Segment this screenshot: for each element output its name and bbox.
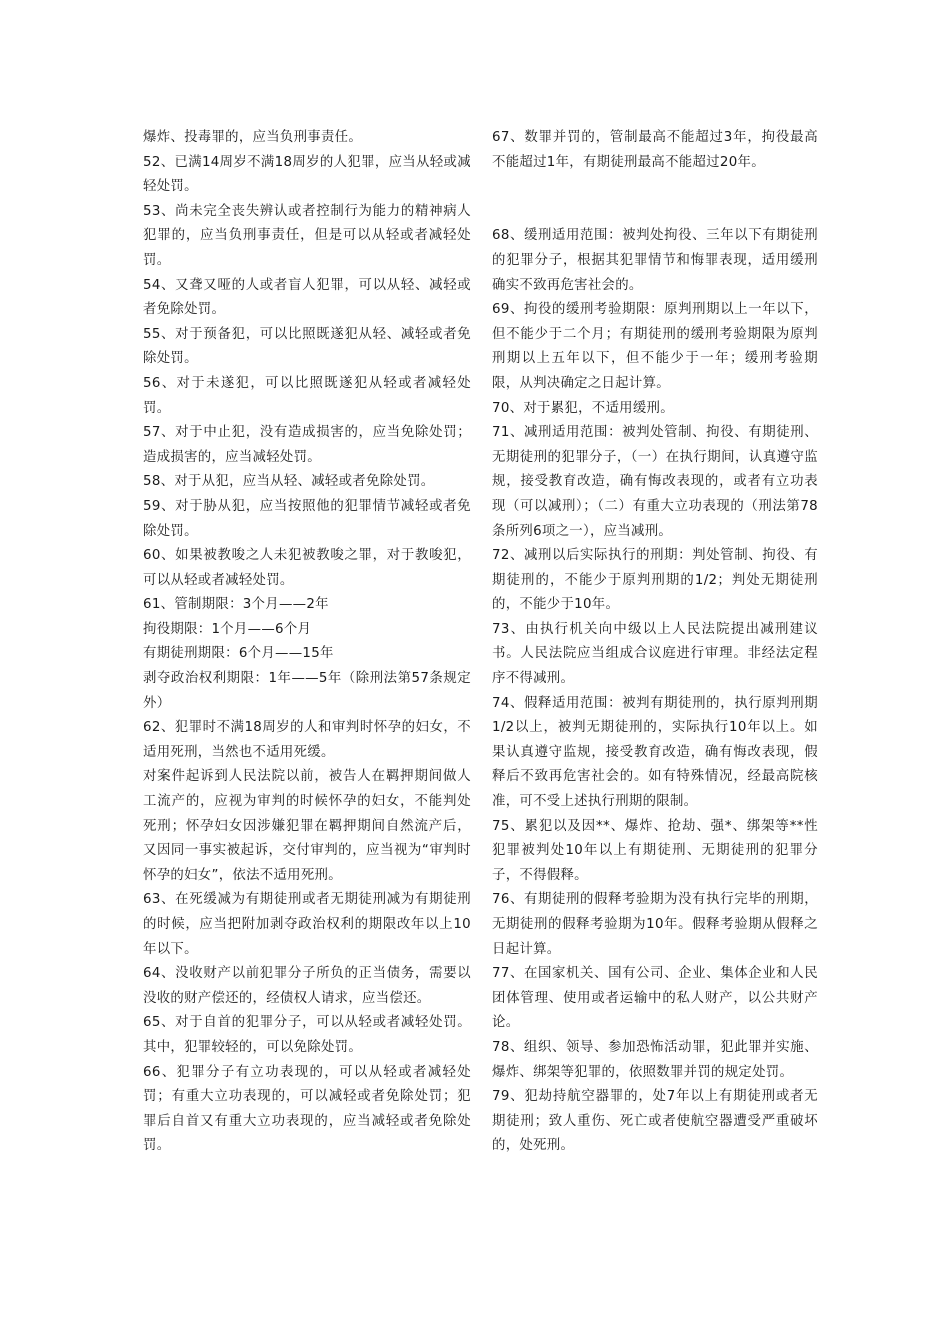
paragraph: 64、没收财产以前犯罪分子所负的正当债务，需要以没收的财产偿还的，经债权人请求，应当偿还。 [143, 966, 471, 1006]
paragraph: 75、累犯以及因**、爆炸、抢劫、强*、绑架等**性犯罪被判处10年以上有期徒刑、无期徒刑的犯罪分子，不得假释。 [492, 818, 818, 883]
paragraph: 76、有期徒刑的假释考验期为没有执行完毕的刑期，无期徒刑的假释考验期为10年。假释考验期从假释之日起计算。 [492, 892, 818, 957]
paragraph: 77、在国家机关、国有公司、企业、集体企业和人民团体管理、使用或者运输中的私人财产，以公共财产论。 [492, 966, 818, 1031]
paragraph: 56、对于未遂犯，可以比照既遂犯从轻或者减轻处罚。 [143, 375, 471, 416]
paragraph: 61、管制期限：3个月——2年 [143, 597, 329, 613]
paragraph: 69、拘役的缓刑考验期限：原判刑期以上一年以下，但不能少于二个月；有期徒刑的缓刑考验期限为原判刑期以上五年以下，但不能少于一年；缓刑考验期限，从判决确定之日起计算。 [492, 302, 818, 391]
paragraph: 60、如果被教唆之人未犯被教唆之罪，对于教唆犯，可以从轻或者减轻处罚。 [143, 548, 471, 588]
paragraph: 爆炸、投毒罪的，应当负刑事责任。 [143, 130, 363, 145]
paragraph: 78、组织、领导、参加恐怖活动罪，犯此罪并实施、爆炸、绑架等犯罪的，依照数罪并罚的规定处罚。 [492, 1039, 818, 1080]
paragraph: 79、犯劫持航空器罪的，处7年以上有期徒刑或者无期徒刑；致人重伤、死亡或者使航空器遭受严重破坏的，处死刑。 [492, 1089, 818, 1154]
paragraph: 71、减刑适用范围：被判处管制、拘役、有期徒刑、无期徒刑的犯罪分子，（一）在执行期间，认真遵守监规，接受教育改造，确有悔改表现的，或者有立功表现（可以减刑）；（二）有重大立功表现的（刑法第78条所列6项之一），应当减刑。 [492, 425, 818, 539]
paragraph: 72、减刑以后实际执行的刑期：判处管制、拘役、有期徒刑的，不能少于原判刑期的1/2；判处无期徒刑的，不能少于10年。 [492, 548, 818, 613]
paragraph: 55、对于预备犯，可以比照既遂犯从轻、减轻或者免除处罚。 [143, 326, 471, 367]
paragraph: 65、对于自首的犯罪分子，可以从轻或者减轻处罚。其中，犯罪较轻的，可以免除处罚。 [143, 1015, 471, 1055]
paragraph: 58、对于从犯，应当从轻、减轻或者免除处罚。 [143, 474, 435, 490]
paragraph: 63、在死缓减为有期徒刑或者无期徒刑减为有期徒刑的时候，应当把附加剥夺政治权利的期限改年以上10年以下。 [143, 892, 471, 957]
paragraph: 67、数罪并罚的，管制最高不能超过3年，拘役最高不能超过1年，有期徒刑最高不能超过20年。 [492, 130, 818, 170]
paragraph: 66、犯罪分子有立功表现的，可以从轻或者减轻处罚；有重大立功表现的，可以减轻或者免除处罚；犯罪后自首又有重大立功表现的，应当减轻或者免除处罚。 [143, 1064, 471, 1154]
blank-line [492, 175, 818, 200]
paragraph: 拘役期限：1个月——6个月 [143, 621, 312, 637]
paragraph: 70、对于累犯，不适用缓刑。 [492, 400, 674, 416]
paragraph: 剥夺政治权利期限：1年——5年（除刑法第57条规定外） [143, 671, 471, 711]
paragraph: 68、缓刑适用范围：被判处拘役、三年以下有期徒刑的犯罪分子，根据其犯罪情节和悔罪表现，适用缓刑确实不致再危害社会的。 [492, 228, 818, 293]
left-column [143, 126, 471, 1159]
paragraph: 54、又聋又哑的人或者盲人犯罪，可以从轻、减轻或者免除处罚。 [143, 277, 471, 318]
paragraph: 62、犯罪时不满18周岁的人和审判时怀孕的妇女，不适用死刑，当然也不适用死缓。 [143, 720, 471, 760]
paragraph: 74、假释适用范围：被判有期徒刑的，执行原判刑期1/2以上，被判无期徒刑的，实际执行10年以上。如果认真遵守监规，接受教育改造，确有悔改表现，假释后不致再危害社会的。如有特殊情况，经最高院核准，可不受上述执行刑期的限制。 [492, 695, 818, 810]
right-column [492, 126, 818, 1159]
paragraph: 对案件起诉到人民法院以前，被告人在羁押期间做人工流产的，应视为审判的时候怀孕的妇女，不能判处死刑；怀孕妇女因涉嫌犯罪在羁押期间自然流产后，又因同一事实被起诉，交付审判的，应当视为“审判时怀孕的妇女”，依法不适用死刑。 [143, 769, 471, 883]
paragraph: 有期徒刑期限：6个月——15年 [143, 646, 334, 662]
paragraph: 52、已满14周岁不满18周岁的人犯罪，应当从轻或减轻处罚。 [143, 154, 471, 195]
paragraph: 73、由执行机关向中级以上人民法院提出减刑建议书。人民法院应当组成合议庭进行审理。非经法定程序不得减刑。 [492, 621, 818, 687]
paragraph: 57、对于中止犯，没有造成损害的，应当免除处罚；造成损害的，应当减轻处罚。 [143, 425, 471, 465]
paragraph: 53、尚未完全丧失辨认或者控制行为能力的精神病人犯罪的，应当负刑事责任，但是可以从轻或者减轻处罚。 [143, 203, 471, 268]
blank-line [492, 200, 818, 225]
paragraph: 59、对于胁从犯，应当按照他的犯罪情节减轻或者免除处罚。 [143, 498, 471, 539]
